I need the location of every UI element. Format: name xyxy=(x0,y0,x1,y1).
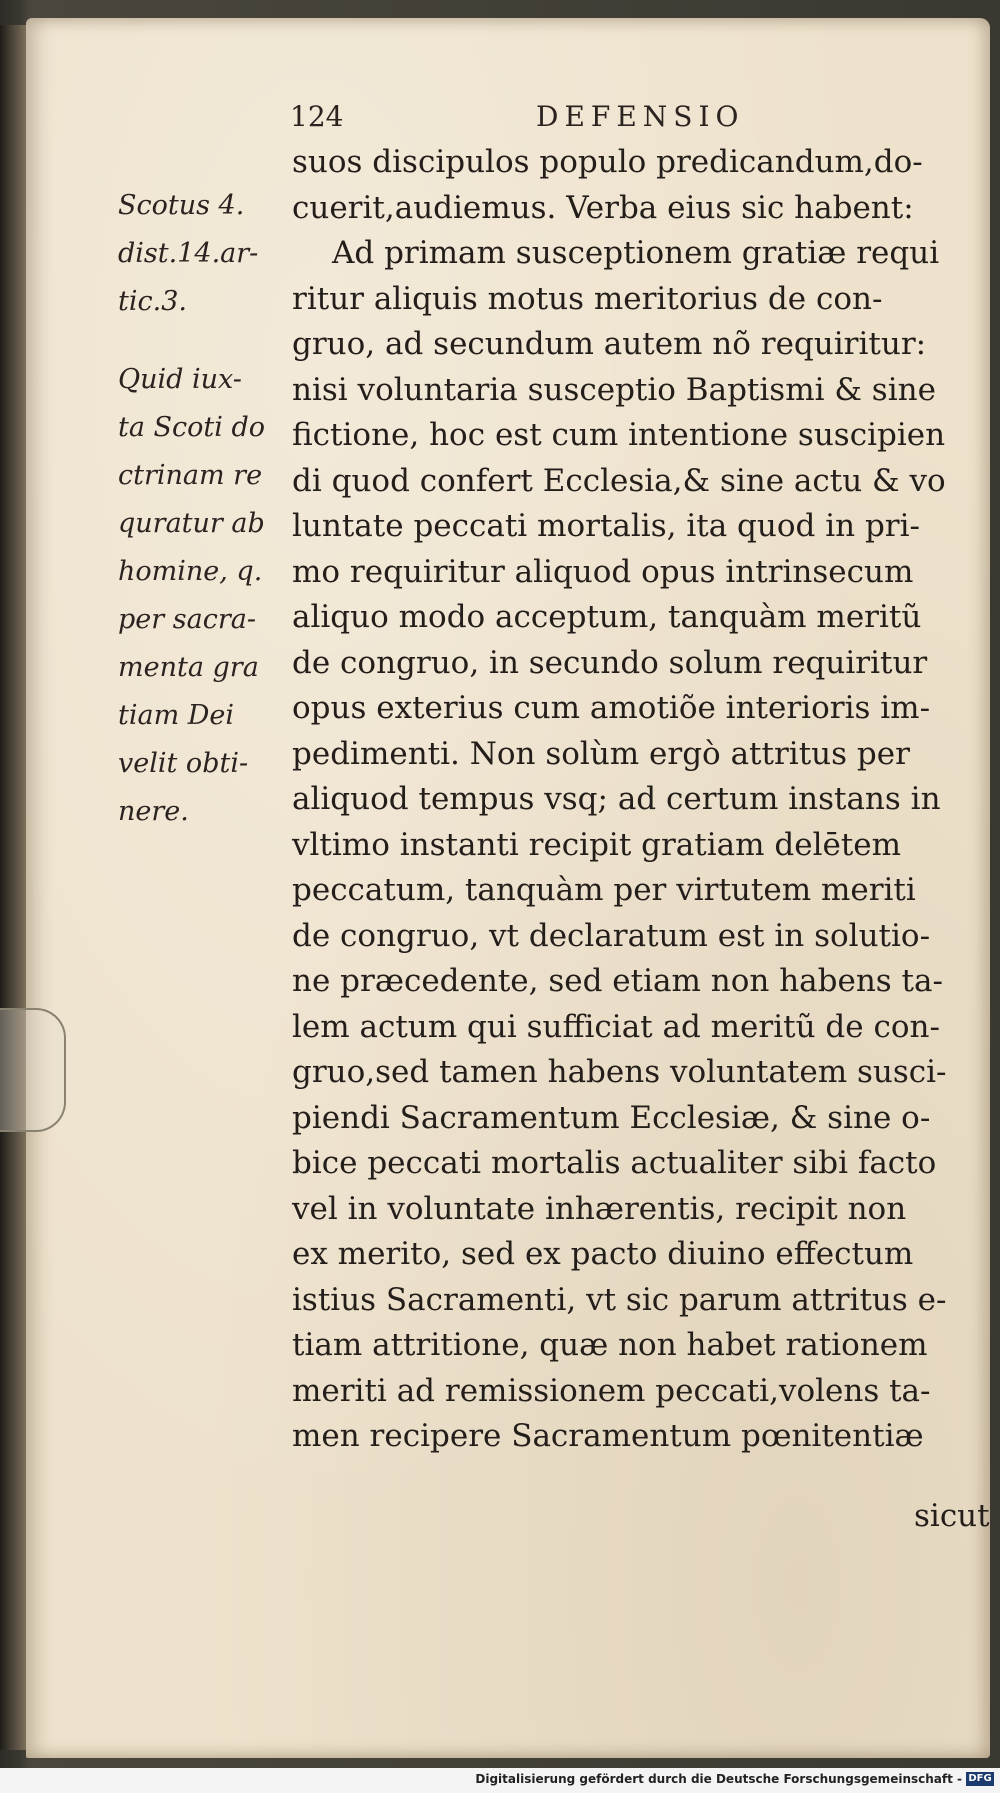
margin-note-line: Scotus 4. xyxy=(118,190,245,221)
margin-note-reference xyxy=(118,182,296,326)
margin-note-line: nere. xyxy=(118,796,189,827)
text-line: piendi Sacramentum Ecclesiæ, & sine o- xyxy=(292,1099,931,1136)
margin-note-line: velit obti- xyxy=(118,748,249,779)
margin-note-line: ta Scoti do xyxy=(118,412,266,443)
margin-note-line: quratur ab xyxy=(118,508,265,539)
text-line: vltimo instanti recipit gratiam delētem xyxy=(292,826,902,863)
margin-note-line: per sacra- xyxy=(118,604,256,635)
margin-note-line: tiam Dei xyxy=(118,700,235,731)
margin-note-line: tic.3. xyxy=(118,286,187,317)
catchword: sicut xyxy=(914,1498,990,1534)
text-line: de congruo, vt declaratum est in solutio- xyxy=(292,917,931,954)
page-header xyxy=(290,100,930,140)
text-line: tiam attritione, quæ non habet rationem xyxy=(292,1327,928,1363)
margin-note-line: ctrinam re xyxy=(118,460,263,491)
text-line: gruo,sed tamen habens voluntatem susci- xyxy=(292,1054,947,1090)
text-line: vel in voluntate inhærentis, recipit non xyxy=(292,1190,907,1227)
page-clip xyxy=(0,1008,66,1132)
text-line: gruo, ad secundum autem nõ requiritur: xyxy=(292,326,927,362)
text-line: istius Sacramenti, vt sic parum attritus e- xyxy=(292,1281,947,1318)
margin-note-gloss xyxy=(118,356,296,836)
text-line: lem actum qui sufficiat ad meritũ de con- xyxy=(292,1008,940,1045)
running-head: DEFENSIO xyxy=(536,100,745,133)
margin-note-line: Quid iux- xyxy=(118,364,242,395)
text-line: ne præcedente, sed etiam non habens ta- xyxy=(292,963,943,999)
text-line: meriti ad remissionem peccati,volens ta- xyxy=(292,1372,931,1409)
text-line: luntate peccati mortalis, ita quod in pri- xyxy=(292,508,920,544)
margin-note-line: dist.14.ar- xyxy=(118,238,259,269)
text-line: Ad primam susceptionem gratiæ requi xyxy=(332,235,940,271)
margin-notes xyxy=(118,182,296,836)
main-text xyxy=(292,140,992,1460)
text-line: bice peccati mortalis actualiter sibi facto xyxy=(292,1145,937,1181)
text-line: de congruo, in secundo solum requiritur xyxy=(292,644,928,681)
page-number: 124 xyxy=(290,100,344,133)
text-line: mo requiritur aliquod opus intrinsecum xyxy=(292,553,914,590)
margin-note-line: homine, q. xyxy=(118,556,263,587)
text-line: aliquo modo acceptum, tanquàm meritũ xyxy=(292,599,922,635)
text-line: di quod confert Ecclesia,& sine actu & vo xyxy=(292,462,946,499)
text-line: ex merito, sed ex pacto diuino effectum xyxy=(292,1236,914,1272)
text-line: ritur aliquis motus meritorius de con- xyxy=(292,280,883,317)
digitization-credit: Digitalisierung gefördert durch die Deutsche Forschungsgemeinschaft - xyxy=(475,1772,962,1786)
text-line: men recipere Sacramentum pœnitentiæ xyxy=(292,1418,924,1454)
text-line: nisi voluntaria susceptio Baptismi & sine xyxy=(292,371,936,408)
text-line: aliquod tempus vsq; ad certum instans in xyxy=(292,781,941,817)
text-line: cuerit,audiemus. Verba eius sic habent: xyxy=(292,189,914,226)
text-line: suos discipulos populo predicandum,do- xyxy=(292,144,923,180)
text-line: opus exterius cum amotiõe interioris im- xyxy=(292,690,931,726)
dfg-logo: DFG xyxy=(966,1772,994,1786)
text-line: fictione, hoc est cum intentione suscipien xyxy=(292,417,946,453)
text-line: peccatum, tanquàm per virtutem meriti xyxy=(292,872,916,908)
text-line: pedimenti. Non solùm ergò attritus per xyxy=(292,735,910,772)
margin-note-line: menta gra xyxy=(118,652,259,683)
